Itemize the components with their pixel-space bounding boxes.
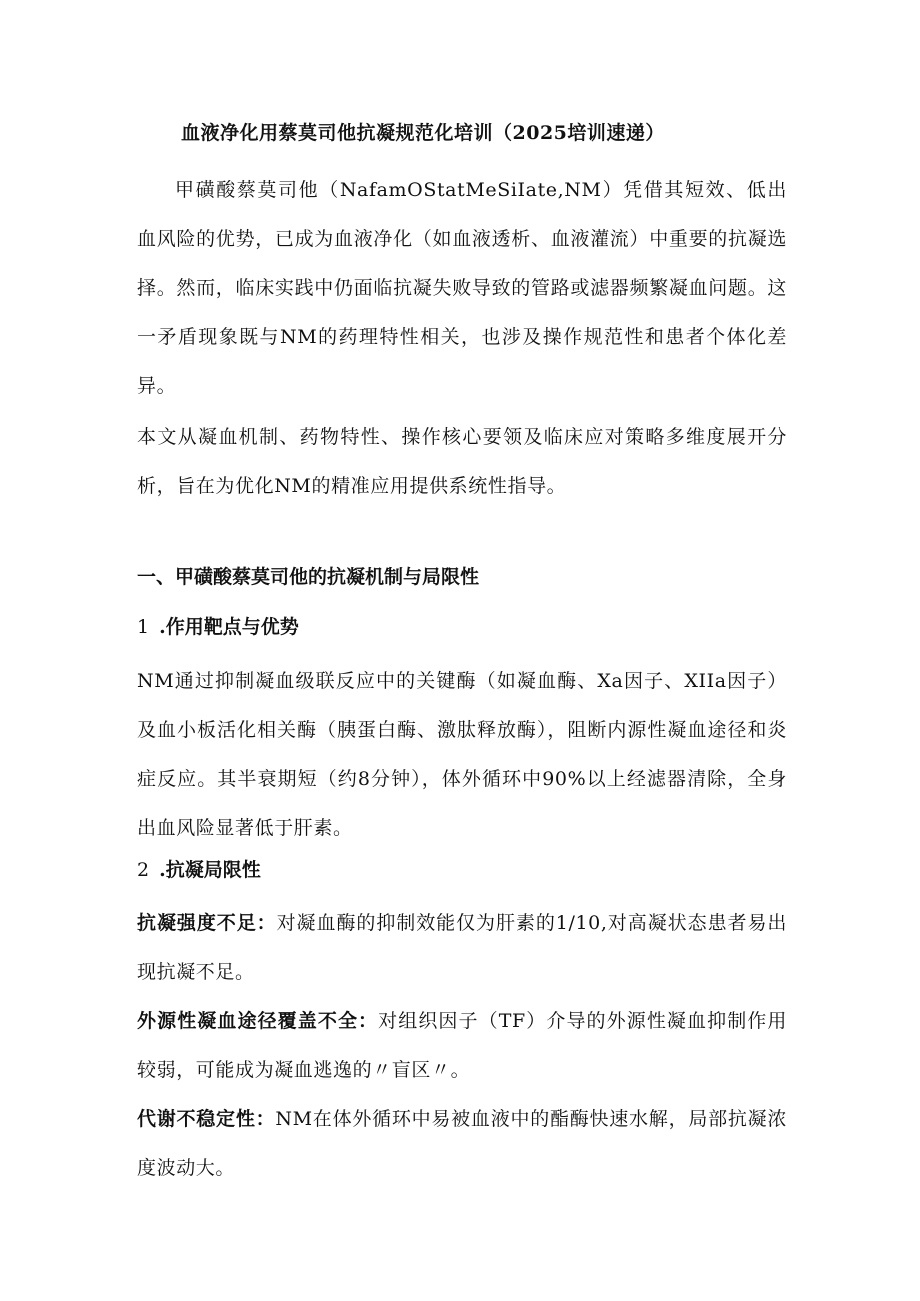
limitation-item (137, 997, 787, 1095)
intro-section (137, 166, 787, 411)
subsection-1-heading (137, 612, 299, 639)
mechanism-paragraph: NM通过抑制凝血级联反应中的关键酶（如凝血酶、Xa因子、XIIa因子）及血小板活化相关酶（胰蛋白酶、激肽释放酶），阻断内源性凝血途径和炎症反应。其半衰期短（约8分钟），体外循环中90%以上经滤器清除，全身出血风险显著低于肝素。 (137, 670, 787, 839)
subsection-1-number: 1 (137, 616, 150, 638)
limitations-list (137, 899, 787, 1193)
limitation-lead: 代谢不稳定性： (137, 1108, 276, 1130)
limitation-text: 对凝血酶的抑制效能仅为肝素的1/10,对高凝状态患者易出现抗凝不足。 (137, 912, 787, 983)
limitation-lead: 外源性凝血途径覆盖不全： (137, 1010, 379, 1032)
subsection-1-body (137, 657, 787, 853)
subsection-2-number: 2 (137, 859, 150, 881)
section-1-heading: 一、甲磺酸蔡莫司他的抗凝机制与局限性 (137, 566, 480, 588)
purpose-paragraph: 本文从凝血机制、药物特性、操作核心要领及临床应对策略多维度展开分析，旨在为优化NM的精准应用提供系统性指导。 (137, 426, 787, 497)
limitation-lead: 抗凝强度不足： (137, 912, 277, 934)
limitation-text: 对组织因子（TF）介导的外源性凝血抑制作用较弱，可能成为凝血逃逸的〃盲区〃。 (137, 1010, 787, 1081)
intro-paragraph: 甲磺酸蔡莫司他（NafamOStatMeSiIate,NM）凭借其短效、低出血风险的优势，已成为血液净化（如血液透析、血液灌流）中重要的抗凝选择。然而，临床实践中仍面临抗凝失败导致的管路或滤器频繁凝血问题。这一矛盾现象既与NM的药理特性相关，也涉及操作规范性和患者个体化差异。 (137, 179, 787, 397)
limitation-item (137, 899, 787, 997)
purpose-section (137, 413, 787, 511)
limitation-item (137, 1095, 787, 1193)
document-title: 血液净化用蔡莫司他抗凝规范化培训（2025培训速递） (181, 122, 665, 144)
subsection-2-title: .抗凝局限性 (159, 859, 261, 881)
limitation-text: NM在体外循环中易被血液中的酯酶快速水解，局部抗凝浓度波动大。 (137, 1108, 787, 1179)
subsection-1-title: .作用靶点与优势 (159, 616, 299, 638)
subsection-2-heading (137, 855, 261, 882)
